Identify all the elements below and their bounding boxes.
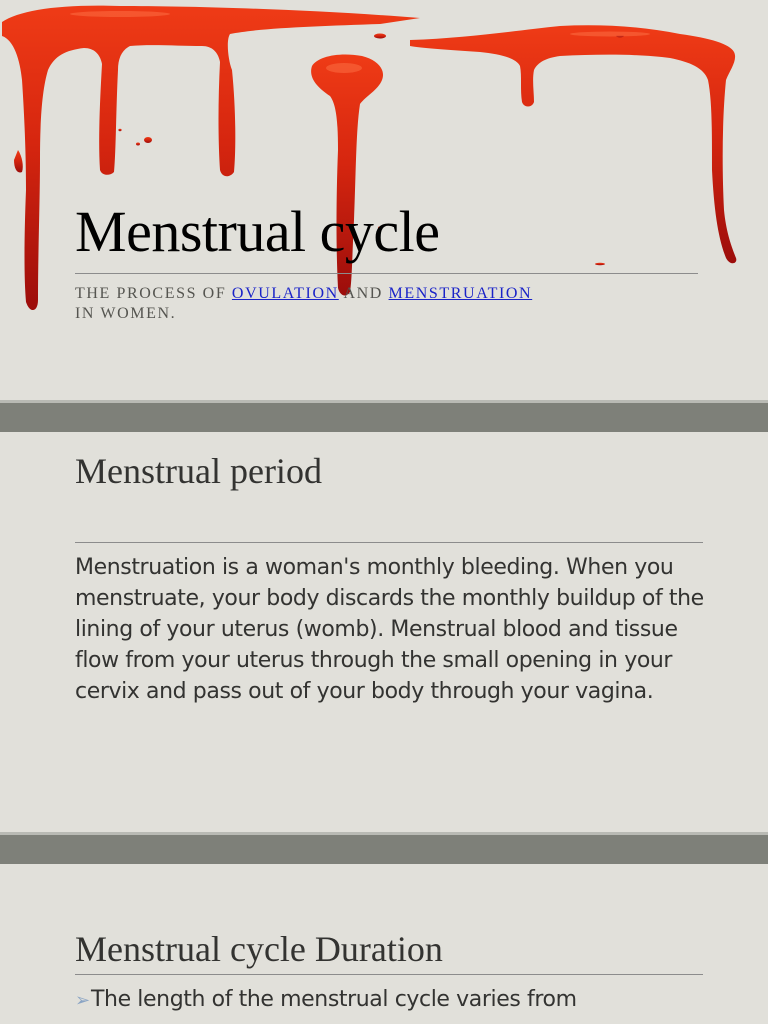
subtitle-text: IN WOMEN. xyxy=(75,305,177,322)
slide-heading: Menstrual cycle Duration xyxy=(75,929,443,969)
slide-separator-highlight xyxy=(0,832,768,835)
bullet-text: The length of the menstrual cycle varies from xyxy=(91,987,577,1012)
arrow-bullet-icon: ➢ xyxy=(75,990,90,1011)
subtitle-text: AND xyxy=(338,285,389,302)
slide-heading: Menstrual period xyxy=(75,451,322,491)
blood-drip-decoration xyxy=(0,0,768,320)
title-divider xyxy=(75,273,698,274)
slide-separator-highlight xyxy=(0,400,768,403)
cycle-duration-slide xyxy=(0,864,768,1024)
title-slide xyxy=(0,0,768,400)
slide-separator xyxy=(0,400,768,432)
slide-subtitle xyxy=(75,284,555,324)
slide-separator xyxy=(0,832,768,864)
slide-body-text: Menstruation is a woman's monthly bleeding. When you menstruate, your body discards the monthly buildup of the lining of your uterus (womb). Menstrual blood and tissue flow from your uterus through the small opening in your cervix and pass out of your body through your vagina. xyxy=(75,555,704,704)
ovulation-link[interactable]: OVULATION xyxy=(231,285,339,302)
menstrual-period-slide xyxy=(0,432,768,832)
heading-divider xyxy=(75,974,703,975)
subtitle-text: THE PROCESS OF xyxy=(75,285,232,302)
menstruation-link[interactable]: MENSTRUATION xyxy=(388,285,533,302)
bullet-item xyxy=(75,984,735,1016)
slide-title: Menstrual cycle xyxy=(75,199,440,264)
heading-divider xyxy=(75,542,703,543)
